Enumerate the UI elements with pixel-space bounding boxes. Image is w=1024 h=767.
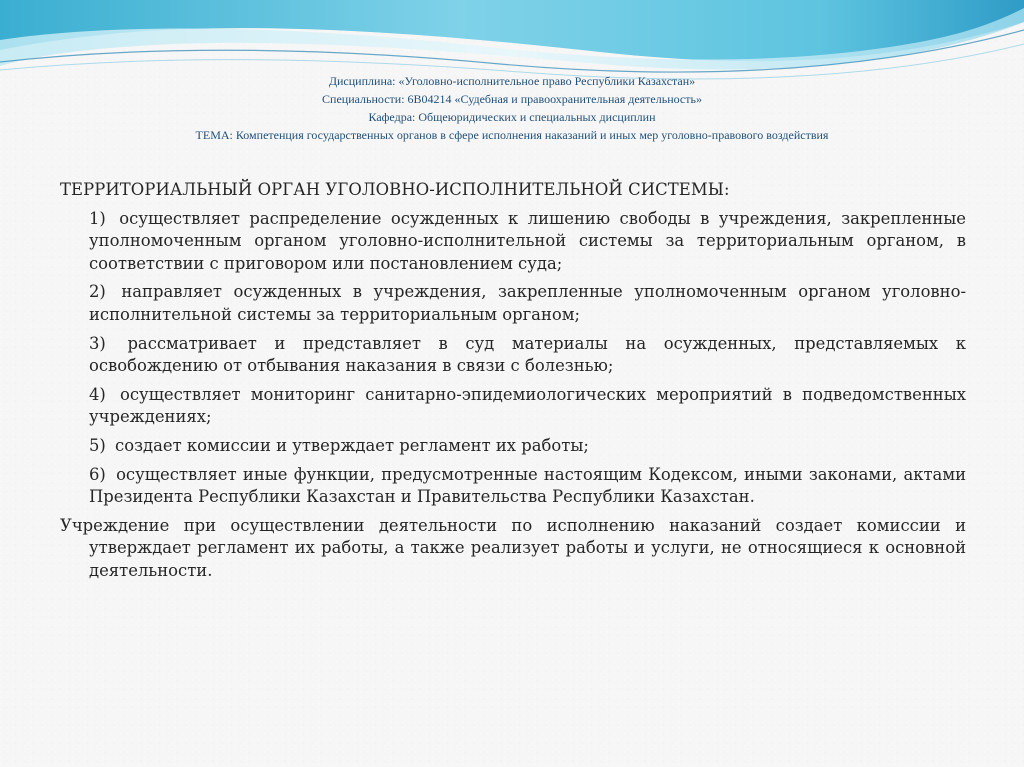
discipline-line: Дисциплина: «Уголовно-исполнительное право Республики Казахстан» — [328, 74, 696, 88]
slide-content — [60, 179, 966, 583]
list-item — [89, 384, 966, 429]
conclusion-paragraph: Учреждение при осуществлении деятельности по исполнению наказаний создает комиссии и утверждает регламент их работы, а также реализует работы и услуги, не относящиеся к основной деятельности. — [60, 515, 966, 580]
list-item — [89, 281, 966, 326]
list-item-text: создает комиссии и утверждает регламент их работы; — [115, 435, 589, 455]
list-item-text: осуществляет распределение осужденных к лишению свободы в учреждения, закрепленные уполномоченным органом уголовно-исполнительной системы за территориальным органом, в соответствии с приговором или постановлением суда; — [89, 208, 966, 273]
slide-header — [40, 72, 984, 144]
specialty-line: Специальности: 6В04214 «Судебная и правоохранительная деятельность» — [322, 92, 702, 106]
list-item-number: 1) — [89, 208, 106, 228]
list-item — [89, 435, 966, 458]
list-item — [89, 464, 966, 509]
topic-line: ТЕМА: Компетенция государственных органов в сфере исполнения наказаний и иных мер уголовно-правового воздействия — [195, 128, 829, 142]
list-item — [89, 333, 966, 378]
list-item-number: 4) — [89, 384, 106, 404]
list-item-number: 6) — [89, 464, 106, 484]
list-item-text: осуществляет иные функции, предусмотренные настоящим Кодексом, иными законами, актами Президента Республики Казахстан и Правительства Республики Казахстан. — [89, 464, 966, 507]
list-item-number: 3) — [89, 333, 106, 353]
list-item-number: 5) — [89, 435, 106, 455]
list-item — [89, 208, 966, 276]
content-heading: ТЕРРИТОРИАЛЬНЫЙ ОРГАН УГОЛОВНО-ИСПОЛНИТЕЛЬНОЙ СИСТЕМЫ: — [60, 180, 730, 199]
list-item-text: рассматривает и представляет в суд материалы на осужденных, представляемых к освобождению от отбывания наказания в связи с болезнью; — [89, 333, 967, 376]
list-item-number: 2) — [89, 282, 106, 302]
list-item-text: осуществляет мониторинг санитарно-эпидемиологических мероприятий в подведомственных учреждениях; — [89, 384, 966, 427]
list-item-text: направляет осужденных в учреждения, закрепленные уполномоченным органом уголовно-исполнительной системы за территориальным органом; — [89, 282, 966, 324]
department-line: Кафедра: Общеюридических и специальных дисциплин — [368, 110, 656, 124]
